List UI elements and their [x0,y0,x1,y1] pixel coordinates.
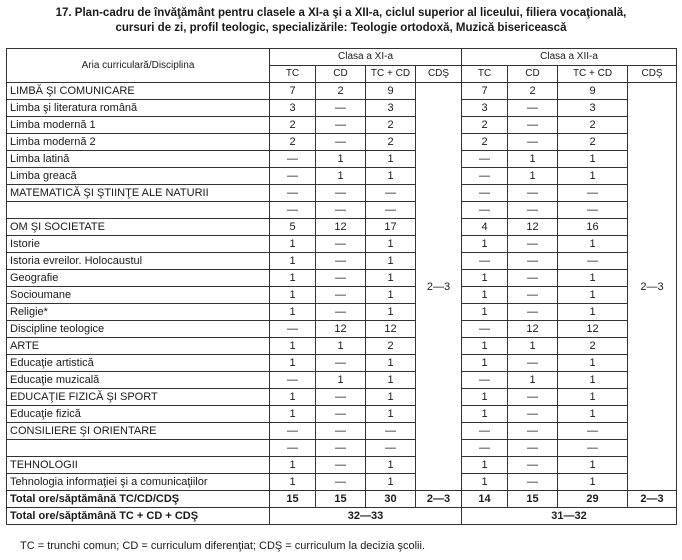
cell-12-tc-cd: 1 [558,406,628,423]
cell-11-tc: — [270,168,316,185]
cell-11-cd: — [316,270,366,287]
cell-11-cd: 1 [316,372,366,389]
cell-12-cd: — [508,423,558,440]
cell-12-cd: — [508,202,558,219]
cell-11-cd: 1 [316,151,366,168]
cell-12-cd: — [508,440,558,457]
cell-12-cd: — [508,304,558,321]
table-row [7,83,677,100]
cell-11-tc-cd: 1 [366,406,416,423]
cell-11-cd: — [316,117,366,134]
table-row [7,338,677,355]
table-row [7,474,677,491]
cell-11-tc-cd: 9 [366,83,416,100]
cell-12-tc-cd: 9 [558,83,628,100]
cell-12-tc-cd: 1 [558,168,628,185]
cell-12-cd: — [508,287,558,304]
total-all-12: 31—32 [462,508,677,525]
table-row [7,372,677,389]
cell-12-tc: — [462,253,508,270]
discipline-name: Educaţie muzicală [7,372,270,389]
cds-12-range: 2—3 [628,83,677,491]
table-row [7,321,677,338]
cell-11-tc: 1 [270,406,316,423]
cell-11-tc: 7 [270,83,316,100]
cell-11-tc-cd: — [366,202,416,219]
total-11-cd: 15 [316,491,366,508]
cell-11-tc-cd: 2 [366,117,416,134]
cell-11-cd: — [316,474,366,491]
discipline-name: CONSILIERE ŞI ORIENTARE [7,423,270,440]
legend-note: TC = trunchi comun; CD = curriculum diferenţiat; CDŞ = curriculum la decizia şcolii. [20,540,425,552]
title-line-2: cursuri de zi, profil teologic, specializările: Teologie ortodoxă, Muzică bisericească [115,22,567,34]
cell-12-cd: — [508,100,558,117]
cell-11-cd: — [316,423,366,440]
cell-11-tc: 1 [270,253,316,270]
cell-11-tc: — [270,423,316,440]
cell-12-cd: — [508,389,558,406]
cell-12-tc-cd: 1 [558,304,628,321]
cell-12-tc: — [462,321,508,338]
table-row [7,287,677,304]
cell-11-tc-cd: 1 [366,474,416,491]
discipline-name: ARTE [7,338,270,355]
cell-12-cd: 1 [508,338,558,355]
cell-11-cd: — [316,355,366,372]
col-tc: TC [462,66,508,83]
discipline-name: Limba modernă 1 [7,117,270,134]
table-row [7,168,677,185]
cell-12-tc: 3 [462,100,508,117]
cell-11-cd: 2 [316,83,366,100]
total-11-tc: 15 [270,491,316,508]
table-row [7,440,677,457]
cell-11-tc: 1 [270,287,316,304]
cell-11-tc: 5 [270,219,316,236]
cell-12-tc: — [462,168,508,185]
cell-12-tc: 1 [462,457,508,474]
table-row [7,406,677,423]
cell-11-tc: 1 [270,236,316,253]
discipline-name: Geografie [7,270,270,287]
total-11-tc-cd: 30 [366,491,416,508]
discipline-name: Istorie [7,236,270,253]
cell-11-tc: 1 [270,457,316,474]
total-all-11: 32—33 [270,508,462,525]
cell-12-tc: 1 [462,474,508,491]
cell-12-cd: 1 [508,372,558,389]
discipline-name: EDUCAŢIE FIZICĂ ŞI SPORT [7,389,270,406]
cell-12-cd: — [508,117,558,134]
cell-11-tc: — [270,151,316,168]
cell-11-tc: — [270,185,316,202]
total-12-tc-cd: 29 [558,491,628,508]
total-week-row [7,491,677,508]
cell-11-cd: — [316,389,366,406]
cell-12-tc-cd: 1 [558,287,628,304]
cell-11-tc: — [270,372,316,389]
cell-12-tc-cd: 1 [558,372,628,389]
cell-12-cd: — [508,406,558,423]
table-row [7,117,677,134]
discipline-name [7,440,270,457]
total-all-row [7,508,677,525]
table-row [7,304,677,321]
cell-12-tc-cd: 16 [558,219,628,236]
cell-12-cd: 12 [508,219,558,236]
table-row [7,151,677,168]
cell-12-tc-cd: 1 [558,457,628,474]
cell-11-tc: — [270,321,316,338]
cell-11-tc: — [270,202,316,219]
cell-11-tc-cd: 1 [366,457,416,474]
cell-11-cd: — [316,406,366,423]
total-week-label: Total ore/săptămână TC/CD/CDŞ [7,491,270,508]
cell-12-tc-cd: 1 [558,474,628,491]
cell-12-tc-cd: 2 [558,338,628,355]
cell-11-tc-cd: 1 [366,270,416,287]
curriculum-table [6,48,677,525]
cell-11-tc: 3 [270,100,316,117]
cell-12-tc-cd: — [558,440,628,457]
cell-11-tc: 1 [270,270,316,287]
cell-11-tc: 2 [270,117,316,134]
table-row [7,219,677,236]
discipline-name: Socioumane [7,287,270,304]
table-row [7,423,677,440]
cell-11-cd: 1 [316,338,366,355]
cell-12-tc-cd: — [558,202,628,219]
col-tc-cd: TC + CD [366,66,416,83]
cell-11-cd: 12 [316,321,366,338]
cell-11-tc-cd: 2 [366,338,416,355]
cell-12-tc: 7 [462,83,508,100]
class-11-header: Clasa a XI-a [270,49,462,66]
cell-12-tc-cd: 2 [558,117,628,134]
cell-12-tc-cd: 1 [558,389,628,406]
cell-12-tc-cd: 1 [558,236,628,253]
cell-11-tc-cd: 1 [366,236,416,253]
cell-11-tc-cd: 1 [366,253,416,270]
cell-12-cd: 12 [508,321,558,338]
cell-12-tc: — [462,372,508,389]
cell-11-tc-cd: 17 [366,219,416,236]
cell-11-tc: 1 [270,474,316,491]
cell-12-tc: 2 [462,117,508,134]
cell-11-tc: 1 [270,389,316,406]
col-cd: CD [316,66,366,83]
total-all-label: Total ore/săptămână TC + CD + CDŞ [7,508,270,525]
discipline-name: LIMBĂ ŞI COMUNICARE [7,83,270,100]
cell-12-tc: 1 [462,406,508,423]
cell-11-tc: 2 [270,134,316,151]
discipline-name: Educaţie fizică [7,406,270,423]
col-cds: CDŞ [416,66,462,83]
total-12-tc: 14 [462,491,508,508]
cds-11-range: 2—3 [416,83,462,491]
cell-12-tc: 1 [462,304,508,321]
cell-12-cd: — [508,236,558,253]
discipline-name: Istoria evreilor. Holocaustul [7,253,270,270]
cell-11-tc-cd: 1 [366,372,416,389]
table-row [7,270,677,287]
col-cds: CDŞ [628,66,677,83]
cell-12-cd: — [508,457,558,474]
cell-12-tc: 1 [462,270,508,287]
document-title [0,6,682,36]
col-tc-cd: TC + CD [558,66,628,83]
cell-11-cd: — [316,100,366,117]
cell-11-tc-cd: — [366,423,416,440]
table-row [7,185,677,202]
cell-11-tc-cd: 1 [366,168,416,185]
cell-12-tc: — [462,202,508,219]
discipline-name: Limba modernă 2 [7,134,270,151]
class-12-header: Clasa a XII-a [462,49,677,66]
title-line-1: 17. Plan-cadru de învăţământ pentru clasele a XI-a şi a XII-a, ciclul superior al liceului, filiera vocaţională, [55,7,627,19]
cell-11-cd: — [316,304,366,321]
cell-12-cd: — [508,185,558,202]
cell-12-tc-cd: — [558,185,628,202]
cell-11-cd: — [316,253,366,270]
cell-11-tc-cd: 1 [366,287,416,304]
table-row [7,457,677,474]
cell-12-tc-cd: — [558,423,628,440]
cell-11-tc: 1 [270,304,316,321]
cell-11-tc-cd: 1 [366,355,416,372]
discipline-name: TEHNOLOGII [7,457,270,474]
cell-12-tc: 4 [462,219,508,236]
cell-12-cd: — [508,253,558,270]
discipline-name: OM ŞI SOCIETATE [7,219,270,236]
discipline-name: Religie* [7,304,270,321]
table-row [7,389,677,406]
cell-11-tc-cd: 3 [366,100,416,117]
discipline-name: Limba latină [7,151,270,168]
cell-11-tc-cd: 1 [366,151,416,168]
cell-12-cd: 2 [508,83,558,100]
cell-12-tc: 1 [462,236,508,253]
cell-11-cd: — [316,457,366,474]
cell-12-cd: 1 [508,168,558,185]
cell-12-tc-cd: — [558,253,628,270]
table-row [7,236,677,253]
cell-11-tc: 1 [270,338,316,355]
cell-12-tc-cd: 2 [558,134,628,151]
table-row [7,134,677,151]
cell-12-tc-cd: 1 [558,270,628,287]
col-cd: CD [508,66,558,83]
cell-12-tc: 2 [462,134,508,151]
cell-11-tc-cd: 12 [366,321,416,338]
cell-12-tc: — [462,440,508,457]
discipline-name: Limba greacă [7,168,270,185]
total-12-cds: 2—3 [628,491,677,508]
cell-12-cd: — [508,270,558,287]
table-row [7,253,677,270]
table-row [7,100,677,117]
cell-11-cd: 12 [316,219,366,236]
cell-12-tc: 1 [462,338,508,355]
cell-11-tc-cd: — [366,440,416,457]
cell-11-tc-cd: 2 [366,134,416,151]
cell-11-cd: — [316,185,366,202]
cell-12-cd: — [508,474,558,491]
cell-12-tc: — [462,151,508,168]
cell-12-tc-cd: 1 [558,355,628,372]
cell-11-tc: — [270,440,316,457]
discipline-name: Tehnologia informaţiei şi a comunicaţiilor [7,474,270,491]
cell-12-tc-cd: 1 [558,151,628,168]
cell-12-tc: 1 [462,287,508,304]
discipline-name: MATEMATICĂ ŞI ŞTIINŢE ALE NATURII [7,185,270,202]
area-header: Aria curriculară/Disciplina [7,49,270,83]
total-11-cds: 2—3 [416,491,462,508]
cell-12-cd: — [508,355,558,372]
col-tc: TC [270,66,316,83]
cell-12-tc: 1 [462,355,508,372]
cell-11-cd: 1 [316,168,366,185]
cell-12-tc-cd: 12 [558,321,628,338]
discipline-name: Discipline teologice [7,321,270,338]
cell-11-tc-cd: 1 [366,304,416,321]
table-body [7,83,677,491]
discipline-name [7,202,270,219]
cell-11-tc-cd: — [366,185,416,202]
cell-11-tc: 1 [270,355,316,372]
cell-12-cd: 1 [508,151,558,168]
cell-11-cd: — [316,202,366,219]
cell-12-tc-cd: 3 [558,100,628,117]
table-row [7,202,677,219]
table-row [7,355,677,372]
cell-11-cd: — [316,134,366,151]
total-12-cd: 15 [508,491,558,508]
cell-12-tc: — [462,423,508,440]
cell-11-cd: — [316,236,366,253]
cell-11-cd: — [316,440,366,457]
cell-12-tc: 1 [462,389,508,406]
cell-11-cd: — [316,287,366,304]
cell-12-cd: — [508,134,558,151]
discipline-name: Educaţie artistică [7,355,270,372]
discipline-name: Limba şi literatura română [7,100,270,117]
cell-12-tc: — [462,185,508,202]
cell-11-tc-cd: 1 [366,389,416,406]
